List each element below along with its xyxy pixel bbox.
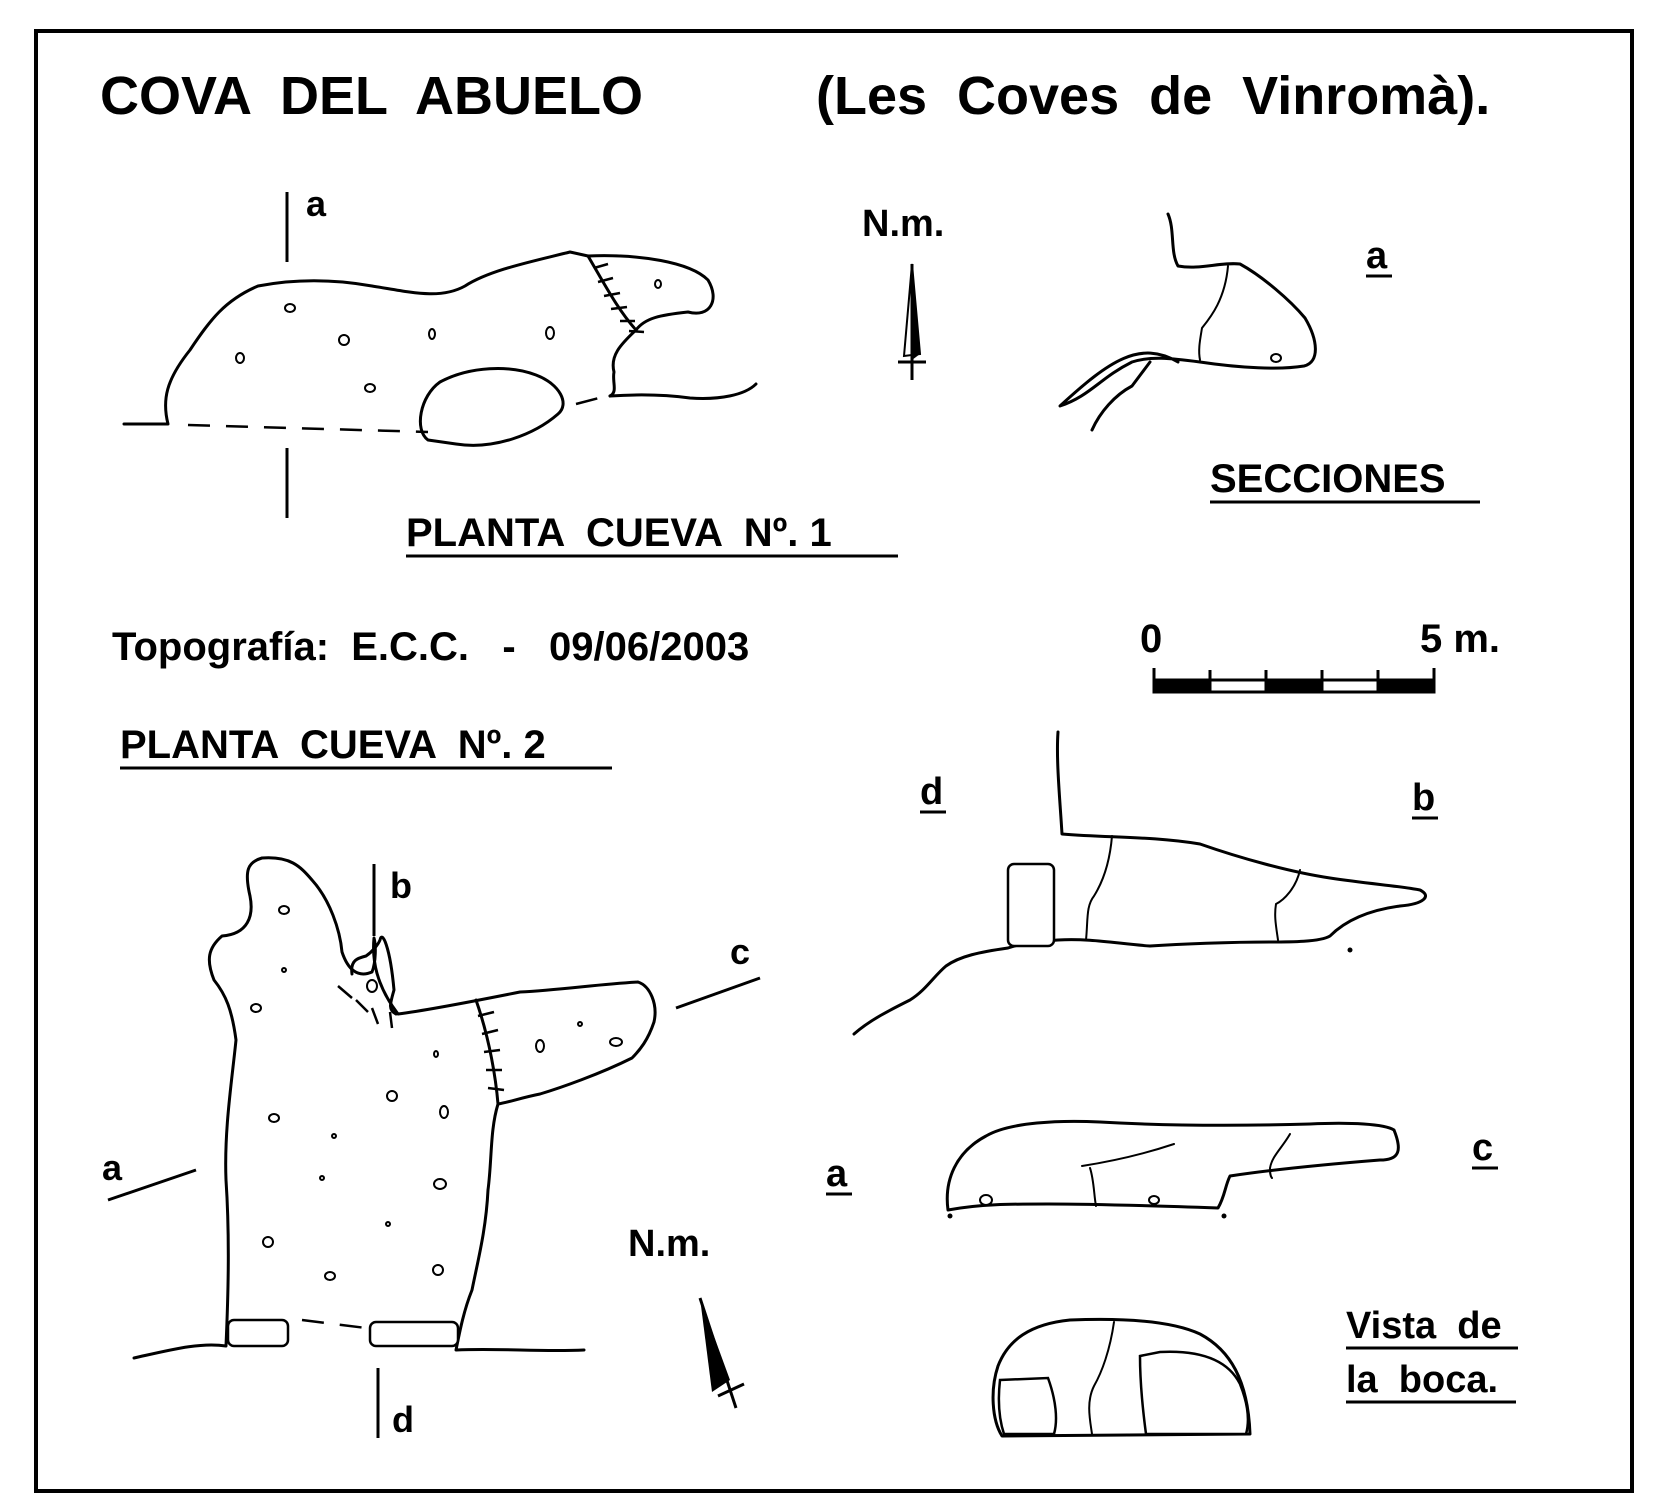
plan-1-drop-ticks [594, 264, 644, 332]
sections-heading: SECCIONES [1210, 457, 1446, 501]
plan-2-title: PLANTA CUEVA Nº. 2 [120, 723, 546, 767]
scale-end-label: 5 m. [1420, 617, 1501, 661]
plan-1-title: PLANTA CUEVA Nº. 1 [406, 511, 832, 555]
scale-start-label: 0 [1140, 617, 1163, 661]
cave-name: COVA DEL ABUELO [100, 66, 644, 126]
survey-credits: Topografía: E.C.C. - 09/06/2003 [112, 625, 750, 669]
section-a-label: a [1366, 235, 1388, 277]
section-c-label: c [1472, 1127, 1494, 1169]
section-b-label: b [1412, 777, 1436, 819]
plan-1-section-marker-a: a [306, 183, 327, 224]
section-d-b-rubble-wall [1008, 864, 1054, 946]
section-a-profile [1060, 214, 1315, 430]
section-a2-label: a [826, 1153, 848, 1195]
north-arrow-icon [862, 203, 944, 380]
plan-2-rock-marks [251, 906, 622, 1280]
entrance-view-caption-line1: Vista de [1346, 1305, 1502, 1347]
cave-location: (Les Coves de Vinromà). [816, 66, 1491, 126]
plan-2-section-marker-d: d [392, 1399, 414, 1440]
section-a-c-profile [947, 1121, 1398, 1218]
entrance-view-caption-line2: la boca. [1346, 1359, 1499, 1401]
plan-1-drawing [124, 183, 756, 518]
plan-2-drawing [102, 858, 760, 1440]
scale-bar [1140, 617, 1500, 692]
entrance-view-drawing [993, 1319, 1250, 1436]
plan-1-rock-marks [236, 280, 661, 392]
north-arrow-2-icon [628, 1223, 744, 1408]
north-arrow-label: N.m. [862, 203, 945, 245]
plan-2-section-marker-c: c [730, 931, 751, 972]
section-d-label: d [920, 771, 944, 813]
north-arrow-2-label: N.m. [628, 1223, 711, 1265]
plan-2-section-marker-a: a [102, 1147, 123, 1188]
plan-2-drop-ticks [338, 986, 504, 1090]
plan-2-section-marker-b: b [390, 865, 412, 906]
